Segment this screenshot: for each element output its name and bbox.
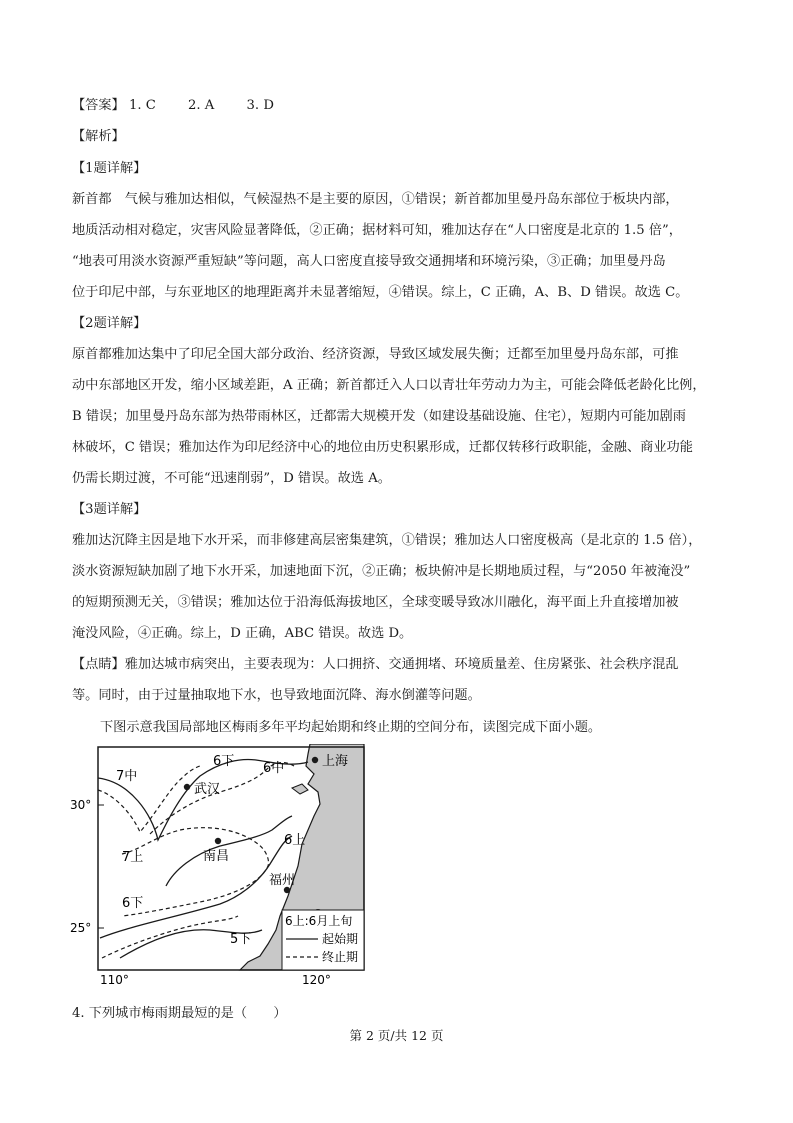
city-dot-shanghai bbox=[312, 757, 318, 763]
city-dot-wuhan bbox=[184, 784, 190, 790]
tip-line: 等。同时，由于过量抽取地下水，也导致地面沉降、海水倒灌等问题。 bbox=[72, 688, 481, 703]
q3-text-line: 雅加达沉降主因是地下水开采，而非修建高层密集建筑，①错误；雅加达人口密度极高（是北京的 1.5 倍）， bbox=[72, 533, 702, 548]
label-7shang: 7上 bbox=[122, 850, 144, 865]
q1-text-line: “地表可用淡水资源严重短缺”等问题，高人口密度直接导致交通拥堵和环境污染，③正确；加里曼丹岛 bbox=[72, 254, 666, 269]
lon-tick-110: 110° bbox=[100, 973, 129, 984]
legend-start: 起始期 bbox=[322, 932, 359, 946]
lat-tick-25: 25° bbox=[70, 921, 92, 935]
answer-item: 1. C bbox=[128, 98, 156, 113]
q3-text-line: 淹没风险，④正确。综上，D 正确，ABC 错误。故选 D。 bbox=[72, 626, 413, 641]
city-dot-nanchang bbox=[215, 838, 221, 844]
q3-text-line: 淡水资源短缺加剧了地下水开采，加速地面下沉，②正确；板块俯冲是长期地质过程，与“2050 年被淹没” bbox=[72, 564, 691, 579]
meiyu-map bbox=[70, 744, 370, 988]
isoline-end-6-xia bbox=[102, 916, 238, 958]
lon-tick-120: 120° bbox=[302, 973, 331, 984]
label-6xia-north: 6下 bbox=[213, 754, 235, 769]
lat-tick-30: 30° bbox=[70, 798, 92, 812]
city-nanchang: 南昌 bbox=[203, 849, 230, 864]
label-6zhong: 6中 bbox=[263, 761, 285, 776]
q1-heading: 【1题详解】 bbox=[72, 161, 147, 176]
q3-heading: 【3题详解】 bbox=[72, 502, 147, 517]
answer-line bbox=[72, 97, 274, 115]
analysis-label: 【解析】 bbox=[72, 129, 125, 144]
page-footer: 第 2 页/共 12 页 bbox=[349, 1028, 444, 1043]
label-5xia: 5下 bbox=[230, 932, 252, 947]
answer-label: 【答案】 bbox=[72, 98, 125, 113]
q2-text-line: 动中东部地区开发，缩小区域差距，A 正确；新首都迁入人口以青壮年劳动力为主，可能会降低老龄化比例， bbox=[72, 378, 706, 393]
legend-title: 6上:6月上旬 bbox=[285, 914, 353, 928]
island bbox=[292, 784, 308, 794]
q2-text-line: 林破坏，C 错误；雅加达作为印尼经济中心的地位由历史积累形成，迁都仅转移行政职能，金融、商业功能 bbox=[72, 440, 693, 455]
label-6shang: 6上 bbox=[284, 833, 306, 848]
isoline-end-7-zhong bbox=[98, 766, 200, 832]
answer-item: 3. D bbox=[246, 98, 274, 113]
city-fuzhou: 福州 bbox=[269, 873, 296, 888]
q2-text-line: B 错误；加里曼丹岛东部为热带雨林区，迁都需大规模开发（如建设基础设施、住宅），短期内可能加剧雨 bbox=[72, 409, 686, 424]
q2-text-line: 仍需长期过渡，不可能“迅速削弱”，D 错误。故选 A。 bbox=[72, 471, 391, 486]
map-intro: 下图示意我国局部地区梅雨多年平均起始期和终止期的空间分布，读图完成下面小题。 bbox=[100, 720, 602, 735]
city-wuhan: 武汉 bbox=[194, 782, 221, 797]
map-svg bbox=[70, 744, 370, 984]
label-6xia-south: 6下 bbox=[122, 896, 144, 911]
answer-item: 2. A bbox=[188, 98, 215, 113]
q1-text-line: 地质活动相对稳定，灾害风险显著降低，②正确；据材料可知，雅加达存在“人口密度是北京的 1.5 倍”， bbox=[72, 223, 682, 238]
question-4: 4. 下列城市梅雨期最短的是（ ） bbox=[72, 1006, 287, 1021]
tip-line: 【点睛】雅加达城市病突出，主要表现为：人口拥挤、交通拥堵、环境质量差、住房紧张、社会秩序混乱 bbox=[72, 657, 679, 672]
q3-text-line: 的短期预测无关，③错误；雅加达位于沿海低海拔地区，全球变暖导致冰川融化，海平面上升直接增加被 bbox=[72, 595, 679, 610]
q2-text-line: 原首都雅加达集中了印尼全国大部分政治、经济资源，导致区域发展失衡；迁都至加里曼丹岛东部，可推 bbox=[72, 347, 679, 362]
q1-text-line: 位于印尼中部，与东亚地区的地理距离并未显著缩短，④错误。综上，C 正确，A、B、D 错误。故选 C。 bbox=[72, 285, 689, 300]
city-shanghai: 上海 bbox=[322, 754, 349, 769]
isoline-end-7-shang bbox=[122, 828, 269, 916]
q1-text-line: 新首都 气候与雅加达相似，气候湿热不是主要的原因，①错误；新首都加里曼丹岛东部位于板块内部， bbox=[72, 192, 679, 207]
q2-heading: 【2题详解】 bbox=[72, 316, 147, 331]
label-7zhong: 7中 bbox=[116, 769, 138, 784]
legend-end: 终止期 bbox=[322, 950, 359, 964]
